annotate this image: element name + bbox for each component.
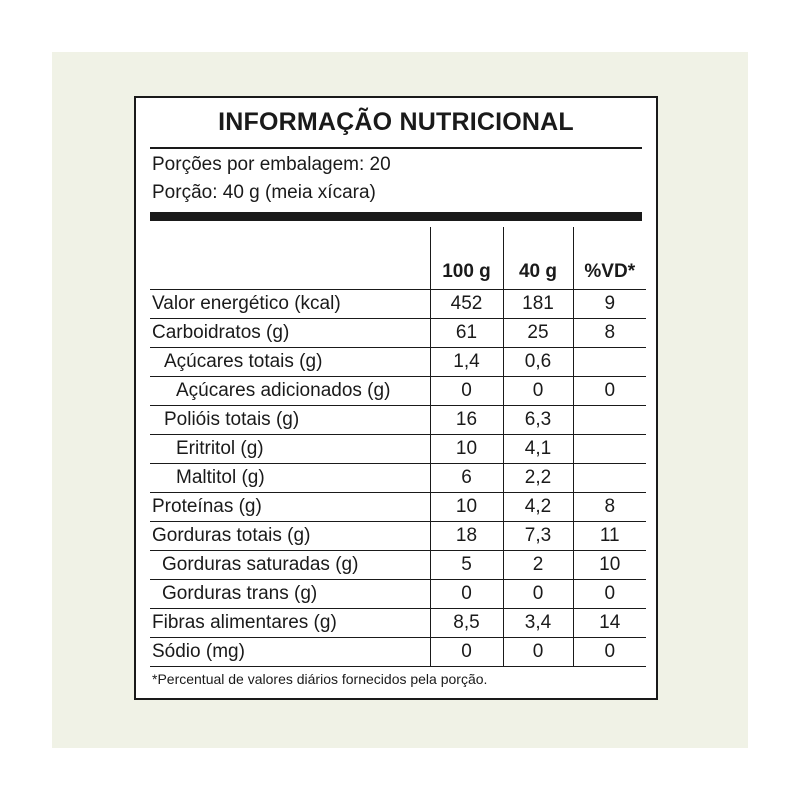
nutrient-name: Polióis totais (g) [150,406,430,435]
table-row [150,522,646,551]
table-row [150,319,646,348]
value-per-100g: 61 [430,319,503,348]
nutrient-name: Gorduras saturadas (g) [150,551,430,580]
value-daily-percent: 0 [573,580,646,609]
value-per-40g: 4,1 [503,435,573,464]
serving-size: Porção: 40 g (meia xícara) [152,182,376,203]
nutrient-name: Açúcares totais (g) [150,348,430,377]
value-per-40g: 4,2 [503,493,573,522]
nutrient-name: Eritritol (g) [150,435,430,464]
value-per-100g: 452 [430,290,503,319]
value-per-40g: 7,3 [503,522,573,551]
header-blank-cell [150,227,430,290]
value-daily-percent: 8 [573,319,646,348]
table-row [150,493,646,522]
value-per-100g: 18 [430,522,503,551]
nutrient-name: Açúcares adicionados (g) [150,377,430,406]
value-daily-percent: 11 [573,522,646,551]
value-daily-percent: 14 [573,609,646,638]
column-header-40g: 40 g [503,227,573,290]
value-per-100g: 0 [430,638,503,667]
value-daily-percent: 0 [573,638,646,667]
value-daily-percent [573,348,646,377]
column-header-100g: 100 g [430,227,503,290]
value-daily-percent: 10 [573,551,646,580]
value-per-40g: 3,4 [503,609,573,638]
value-per-100g: 10 [430,493,503,522]
nutrition-table [150,227,646,667]
column-header-vd: %VD* [573,227,646,290]
value-per-40g: 0 [503,638,573,667]
table-row [150,348,646,377]
table-row [150,551,646,580]
value-per-100g: 5 [430,551,503,580]
value-per-100g: 0 [430,580,503,609]
nutrient-name: Gorduras totais (g) [150,522,430,551]
value-per-100g: 8,5 [430,609,503,638]
footnote: *Percentual de valores diários fornecidos pela porção. [152,671,488,687]
table-row [150,435,646,464]
value-per-40g: 0,6 [503,348,573,377]
table-row [150,377,646,406]
nutrient-name: Maltitol (g) [150,464,430,493]
value-per-40g: 2,2 [503,464,573,493]
value-daily-percent: 8 [573,493,646,522]
value-per-40g: 181 [503,290,573,319]
value-per-40g: 25 [503,319,573,348]
value-per-100g: 16 [430,406,503,435]
value-per-40g: 6,3 [503,406,573,435]
value-daily-percent: 0 [573,377,646,406]
value-daily-percent [573,406,646,435]
thick-divider [150,212,642,221]
table-row [150,290,646,319]
value-per-100g: 0 [430,377,503,406]
value-daily-percent: 9 [573,290,646,319]
table-row [150,609,646,638]
servings-per-package: Porções por embalagem: 20 [152,154,391,175]
table-row [150,638,646,667]
nutrient-name: Proteínas (g) [150,493,430,522]
value-daily-percent [573,435,646,464]
value-per-100g: 6 [430,464,503,493]
value-per-40g: 2 [503,551,573,580]
table-row [150,464,646,493]
title-divider [150,147,642,149]
value-per-100g: 1,4 [430,348,503,377]
table-row [150,406,646,435]
nutrient-name: Fibras alimentares (g) [150,609,430,638]
nutrient-name: Carboidratos (g) [150,319,430,348]
value-per-40g: 0 [503,377,573,406]
value-per-100g: 10 [430,435,503,464]
nutrient-name: Gorduras trans (g) [150,580,430,609]
nutrition-label [134,96,658,700]
value-per-40g: 0 [503,580,573,609]
table-row [150,580,646,609]
nutrient-name: Sódio (mg) [150,638,430,667]
table-header-row [150,227,646,290]
label-title: INFORMAÇÃO NUTRICIONAL [218,108,574,136]
nutrient-name: Valor energético (kcal) [150,290,430,319]
value-daily-percent [573,464,646,493]
